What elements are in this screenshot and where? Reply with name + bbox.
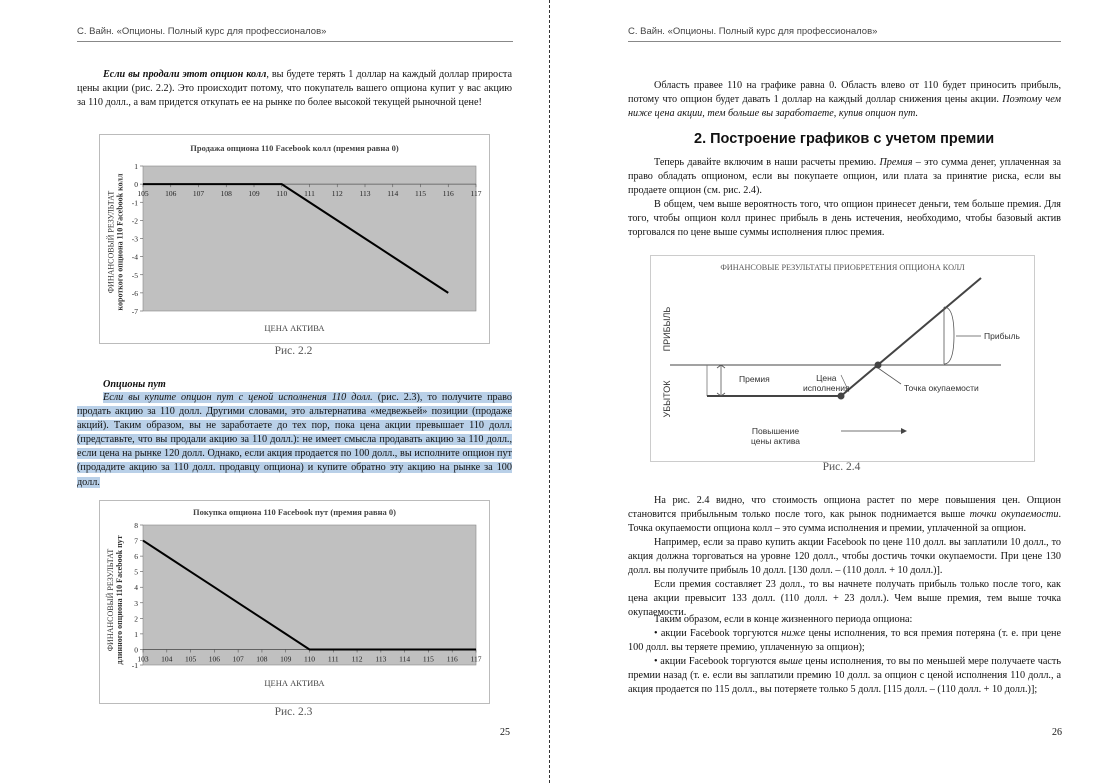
- paragraph-body: На рис. 2.4 видно, что стоимость опциона растет по мере повышения цен. Опцион становится прибыльным только после того, как рынок поднимается выше: [628, 495, 1061, 521]
- figure-caption: Рис. 2.4: [822, 461, 861, 473]
- section-heading: 2. Построение графиков с учетом премии: [694, 131, 995, 147]
- y-tick-label: -1: [131, 198, 138, 208]
- bullet-text: • акции Facebook торгуются: [654, 656, 779, 667]
- chart-title: Покупка опциона 110 Facebook пут (премия равна 0): [193, 507, 396, 517]
- bullet-italic: выше: [778, 656, 803, 667]
- breakeven-label: Точка окупаемости: [904, 383, 979, 393]
- paragraph-put: [77, 391, 512, 490]
- x-axis-label: ЦЕНА АКТИВА: [264, 678, 325, 688]
- diagram-2-4: [650, 255, 1035, 462]
- price-rise-line1: Повышение: [751, 426, 800, 436]
- chart-2-3: [99, 500, 490, 704]
- y-tick-label: 5: [134, 567, 138, 577]
- paragraph-body: (рис. 2.3), то получите право продать акцию за 110 долл. Другими словами, это альтернатива «медвежьей» позиции (продаже акций). Таким образом, вы не заработаете до тех пор, пока цена акции превышает 110 долл. (представьте, что вы продали акцию за 110 долл.): не имеет смысла продавать акцию за 110 долл., если цена на рынке 120 долл. Однако, если акция продается по 100 долл., вы исполните опцион пут (продадите акцию за 110 долл. продавцу опциона) и купите обратно эту акцию на рынке за 100 долл.: [77, 392, 512, 488]
- price-rise-arrowhead: [901, 428, 907, 434]
- x-tick-label: 107: [232, 654, 244, 664]
- paragraph-body: Область правее 110 на графике равна 0. Область влево от 110 будет приносить прибыль, потому что опцион будет давать 1 доллар на каждый доллар снижения цены акции.: [628, 80, 1061, 106]
- y-tick-label: 3: [134, 598, 138, 608]
- plot-area: [143, 166, 476, 311]
- bullet-text: • акции Facebook торгуются: [654, 628, 782, 639]
- y-tick-label: 1: [134, 629, 138, 639]
- y-tick-label: -7: [131, 307, 138, 316]
- profit-label: Прибыль: [984, 331, 1020, 341]
- page-spine: [549, 0, 550, 783]
- x-tick-label: 105: [137, 189, 149, 199]
- bullet-text: цены исполнения, то вы по меньшей мере получаете часть премии назад (т. е. если вы заплатили премию 10 долл. за опцион с ценой исполнения 110 долл., а акция продается по 115 долл., вы потеряете только 5 долл. [115 долл. – (110 долл. + 10 долл.)];: [628, 656, 1061, 696]
- running-head: С. Вайн. «Опционы. Полный курс для профессионалов»: [628, 26, 878, 37]
- paragraph-breakeven: [628, 494, 1061, 536]
- y-tick-label: -3: [131, 234, 138, 244]
- strike-point: [838, 393, 845, 400]
- running-head: С. Вайн. «Опционы. Полный курс для профессионалов»: [77, 26, 327, 37]
- page-number: 26: [1052, 727, 1062, 738]
- x-tick-label: 117: [470, 189, 482, 199]
- x-tick-label: 105: [184, 654, 197, 664]
- plot-area: [143, 525, 476, 665]
- paragraph-body: – это сумма денег, уплаченная за право обладать опционом, если вы покупаете опцион, или плата за принятие риска, если вы продаете опцион (см. рис. 2.4).: [628, 157, 1061, 197]
- figure-caption: Рис. 2.2: [274, 345, 313, 357]
- y-tick-label: 0: [134, 180, 138, 190]
- payoff-rising-segment: [841, 278, 981, 396]
- paragraph-body: Теперь давайте включим в наши расчеты премию.: [654, 157, 880, 168]
- x-tick-label: 109: [280, 654, 292, 664]
- y-tick-label: -1: [131, 661, 138, 670]
- y-axis-label-line1: ФИНАНСОВЫЙ РЕЗУЛЬТАТ: [106, 548, 115, 652]
- y-axis-label: [106, 515, 124, 685]
- paragraph-conclusion: Таким образом, если в конце жизненного периода опциона:: [654, 614, 913, 625]
- x-tick-label: 115: [415, 189, 426, 199]
- y-tick-label: -4: [131, 252, 138, 262]
- y-tick-label: -5: [131, 270, 138, 280]
- y-tick-label: 0: [134, 645, 138, 655]
- y-axis-label: [107, 155, 125, 330]
- x-tick-label: 104: [161, 654, 173, 664]
- y-tick-label: -2: [131, 216, 138, 226]
- y-tick-label: 1: [134, 162, 138, 171]
- y-tick-label: 8: [134, 521, 138, 530]
- highlighted-text: [77, 392, 512, 488]
- strike-label-line2: исполнения: [803, 383, 850, 393]
- paragraph-lead: Если вы купите опцион пут с ценой исполнения 110 долл.: [103, 392, 373, 403]
- paragraph-premium: [628, 156, 1061, 198]
- paragraph-body: , вы будете терять 1 доллар на каждый доллар прироста цены акции (рис. 2.2). Это происходит потому, что покупатель вашего опциона купит у вас акцию за 110 долл., а вам придется откупать ее на рынке по более высокой текущей рыночной цене!: [77, 69, 513, 109]
- bullet-above-strike: [628, 655, 1061, 697]
- chart-2-2-svg: [100, 135, 489, 343]
- x-tick-label: 111: [327, 654, 339, 664]
- breakeven-pointer: [878, 368, 901, 384]
- x-tick-label: 112: [331, 189, 343, 199]
- figure-caption: Рис. 2.3: [274, 706, 313, 718]
- y-tick-label: 2: [134, 614, 138, 624]
- y-axis-label-line2: длинного опциона 110 Facebook пут: [115, 535, 124, 665]
- paragraph-put-area: [628, 79, 1061, 121]
- x-tick-label: 106: [165, 189, 177, 199]
- x-tick-label: 116: [442, 189, 454, 199]
- bullet-italic: ниже: [781, 628, 806, 639]
- loss-axis-label: УБЫТОК: [662, 380, 672, 418]
- header-rule: [628, 41, 1061, 42]
- y-tick-label: -6: [131, 288, 138, 298]
- y-tick-label: 4: [134, 583, 138, 593]
- strike-label: [803, 373, 850, 393]
- chart-2-2: [99, 134, 490, 344]
- x-tick-label: 107: [192, 189, 205, 199]
- x-tick-label: 111: [304, 189, 315, 199]
- left-page: [0, 0, 548, 783]
- x-tick-label: 112: [351, 654, 363, 664]
- chart-2-3-svg: [100, 501, 489, 703]
- strike-label-line1: Цена: [816, 373, 837, 383]
- premium-label: Премия: [739, 374, 770, 384]
- price-rise-line2: цены актива: [751, 436, 800, 446]
- section-title: Опционы пут: [103, 379, 166, 390]
- chart-title: Продажа опциона 110 Facebook колл (премия равна 0): [190, 143, 399, 153]
- x-tick-label: 110: [276, 189, 288, 199]
- x-tick-label: 113: [359, 189, 371, 199]
- x-tick-label: 113: [375, 654, 387, 664]
- x-tick-label: 106: [208, 654, 220, 664]
- paragraph-italic: Поэтому чем ниже цена акции, тем больше вы заработаете, купив опцион пут.: [628, 94, 1061, 120]
- x-tick-label: 116: [446, 654, 458, 664]
- header-rule: [77, 41, 513, 42]
- x-tick-label: 108: [220, 189, 232, 199]
- term-breakeven: точки окупаемости: [969, 509, 1059, 521]
- paragraph-lead: Если вы продали этот опцион колл: [103, 69, 267, 80]
- x-tick-label: 103: [137, 654, 149, 664]
- x-tick-label: 114: [399, 654, 411, 664]
- x-tick-label: 108: [256, 654, 268, 664]
- x-tick-label: 110: [304, 654, 315, 664]
- breakeven-point: [875, 362, 882, 369]
- profit-bracket: [944, 307, 954, 364]
- term-premium: Премия: [879, 157, 913, 168]
- right-page: [551, 0, 1101, 783]
- y-tick-label: 7: [134, 536, 138, 546]
- x-tick-label: 109: [248, 189, 260, 199]
- paragraph-sold-call: [77, 68, 512, 110]
- diagram-2-4-svg: [651, 256, 1034, 461]
- paragraph-example: Например, если за право купить акции Facebook по цене 110 долл. вы заплатили 10 долл., то акция должна торговаться на уровне 120 долл., чтобы достичь точки окупаемости. При цене 130 долл. вы получите прибыль 10 долл. [130 долл. – (110 долл. + 10 долл.)].: [628, 537, 1061, 577]
- y-axis-label-line1: ФИНАНСОВЫЙ РЕЗУЛЬТАТ: [106, 190, 116, 294]
- paragraph-premium-23: Если премия составляет 23 долл., то вы начнете получать прибыль только после того, как цена акции превысит 133 долл. (110 долл. + 23 долл.). Чем выше премия, тем выше точка окупаемости.: [628, 579, 1061, 619]
- y-tick-label: 6: [134, 552, 138, 562]
- bullet-below-strike: [628, 627, 1061, 655]
- x-tick-label: 115: [422, 654, 434, 664]
- price-rise-label: [751, 426, 800, 446]
- paragraph-body: . Точка окупаемости опциона колл – это сумма исполнения и премии, уплаченной за опцион.: [628, 509, 1061, 535]
- x-tick-label: 114: [387, 189, 399, 199]
- y-axis-label-line2: короткого опциона 110 Facebook колл: [115, 173, 125, 311]
- paragraph-probability: В общем, чем выше вероятность того, что опцион принесет деньги, тем больше премия. Для того, чтобы опцион колл принес прибыль в день истечения, необходимо, чтобы базовый актив торговался по цене выше суммы исполнения плюс премия.: [628, 199, 1061, 239]
- profit-axis-label: ПРИБЫЛЬ: [662, 306, 672, 352]
- diagram-title: ФИНАНСОВЫЕ РЕЗУЛЬТАТЫ ПРИОБРЕТЕНИЯ ОПЦИОНА КОЛЛ: [720, 263, 965, 272]
- page-number: 25: [500, 727, 510, 738]
- bullet-text: цены исполнения, то вся премия потеряна (т. е. при цене 100 долл. вы теряете премию, уплаченную за опцион);: [628, 628, 1061, 654]
- x-axis-label: ЦЕНА АКТИВА: [264, 323, 325, 333]
- x-tick-label: 117: [470, 654, 482, 664]
